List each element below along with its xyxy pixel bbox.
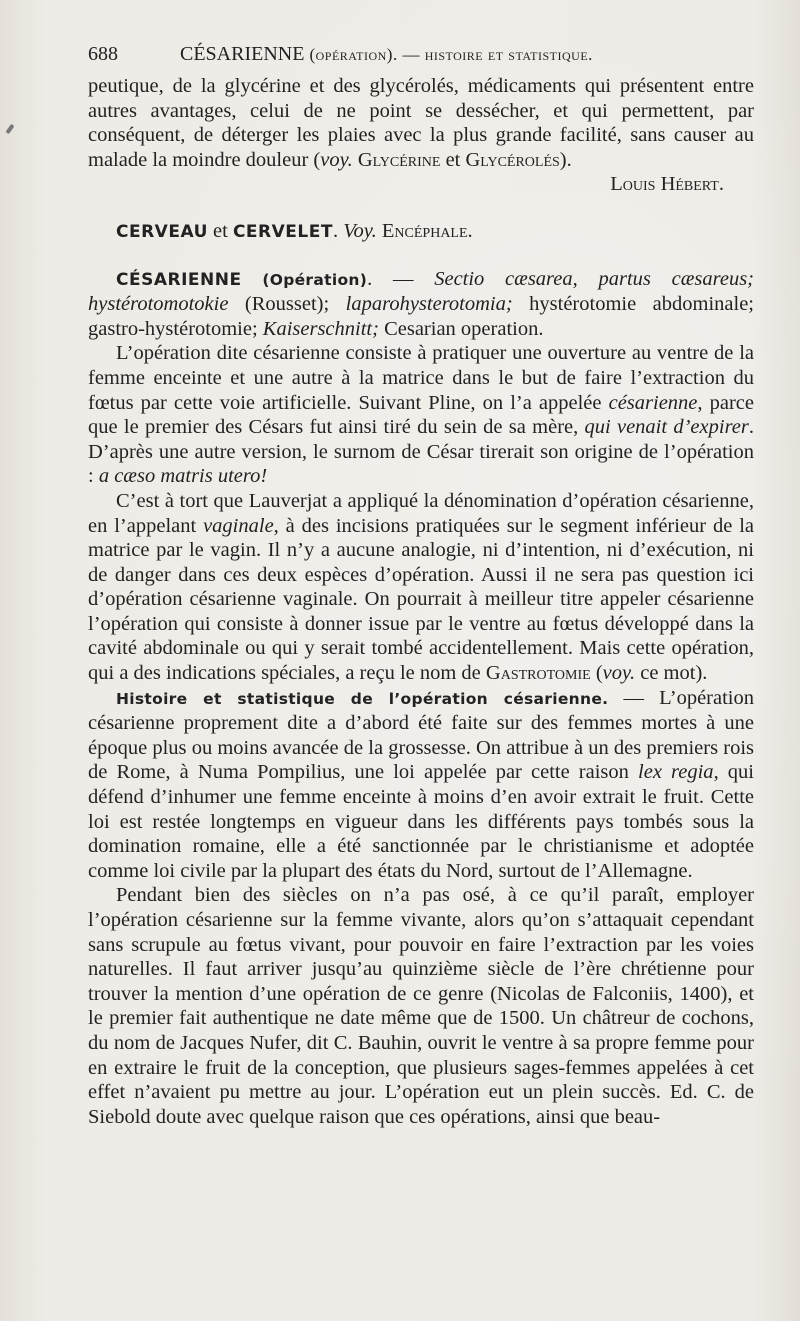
paragraph-histoire: Histoire et statistique de l’opération césarienne. — L’opération césarienne proprement dite a d’abord été faite sur des femmes mortes à une époque plus ou moins avancée de la grossesse. On attribue à un des premiers rois de Rome, à Numa Pompilius, une loi appelée par cette raison lex regia, qui défend d’inhumer une femme enceinte à moins d’en avoir extrait le fruit. Cette loi est restée longtemps en vigueur dans les différents pays tombés sous la domination romaine, elle a été sanctionnée par le christianisme et adoptée comme loi civile par la plupart des états du Nord, surtout de l’Allemagne. [88,686,755,882]
p1-ref-glycerols: Glycérolés [465,148,560,171]
header-title: CÉSARIENNE [180,43,305,65]
page-speck [5,124,14,134]
entry-cesarienne-dash: . — [367,267,435,290]
entry-cesarienne-op: (Opération) [262,270,368,289]
paragraph-glycerine [88,74,754,172]
header-subtitle: (opération). — histoire et statistique. [309,45,593,64]
entry-head-cesarienne: CÉSARIENNE [116,269,242,290]
entry-cerveau-ref: Encéphale. [381,219,473,242]
paragraph-definition: L’opération dite césarienne consiste à pratiquer une ouverture au ventre de la femme enceinte et une autre à la matrice dans le but de faire l’extraction du fœtus par cette voie artificielle. Suivant Pline, on l’a appelée césarienne, parce que le premier des Césars fut ainsi tiré du sein de sa mère, qui venait d’expirer. D’après une autre version, le surnom de César tirerait son origine de l’opération : a cæso matris utero! [88,342,754,488]
p1-et: et [440,148,466,171]
entry-cerveau-voy: Voy. [343,219,377,242]
entry-cesarienne-latin: Sectio cæsarea, partus cæsareus; hystérotomotokie [88,267,754,316]
entry-cesarienne-t2: hystérotomie abdominale; gastro-hystérotomie; [88,293,754,340]
entry-cesarienne [88,267,754,342]
running-header [88,42,768,67]
body-text [88,74,754,1129]
entry-cerveau-et: et [207,219,233,242]
author-signature: Louis Hébert. [610,173,724,196]
entry-cesarienne-t1: (Rousset); [228,293,346,316]
entry-cerveau [88,219,754,245]
paragraph-vaginale: C’est à tort que Lauverjat a appliqué la dénomination d’opération césarienne, en l’appelant vaginale, à des incisions pratiquées sur le segment inférieur de la matrice par le vagin. Il n’y a aucune analogie, ni d’intention, ni d’exécution, ni de danger dans ces deux espèces d’opération. Aussi il ne sera pas question ici d’opération césarienne vaginale. On pourrait à meilleur titre appeler césarienne l’opération qui consiste à donner issue par le ventre au fœtus développé dans la cavité abdominale ou qui y serait tombé accidentellement. Mais cette opération, qui a des indications spéciales, a reçu le nom de Gastrotomie (voy. ce mot). [88,489,755,685]
entry-head-cerveau: CERVEAU [116,221,208,242]
entry-cesarienne-german: Kaiserschnitt; [262,317,379,340]
page-number: 688 [88,43,118,65]
p1-voy: voy. [320,148,353,171]
entry-cerveau-dot: . [332,219,344,242]
p1-ref-glycerine: Glycérine [357,148,441,171]
section-head-histoire: Histoire et statistique de l’opération césarienne. [116,689,609,708]
entry-cesarienne-t3: Cesarian operation. [378,317,544,340]
p1-text: peutique, de la glycérine et des glycérolés, médicaments qui présentent entre autres avantages, celui de ne point se dessécher, et qui permettent, par conséquent, de déterger les plaies avec la plus grande facilité, sans causer au malade la moindre douleur ( [88,75,754,171]
entry-cesarienne-latin2: laparohysterotomia; [345,293,513,316]
p1-end: ). [559,148,572,171]
paragraph-siecles: Pendant bien des siècles on n’a pas osé, à ce qu’il paraît, employer l’opération césarienne sur la femme vivante, alors qu’on s’attaquait cependant sans scrupule au fœtus vivant, pour pouvoir en faire l’extraction par les voies naturelles. Il faut arriver jusqu’au quinzième siècle de l’ère chrétienne pour trouver la mention d’une opération de ce genre (Nicolas de Falconiis, 1400), et le premier fait authentique ne date même que de 1500. Un châtreur de cochons, du nom de Jacques Nufer, dit C. Bauhin, ouvrit le ventre à sa propre femme pour en extraire le fruit de la conception, que plusieurs sages-femmes appelées à cet effet n’avaient pu mettre au jour. L’opération eut un plein succès. Ed. C. de Siebold doute avec quelque raison que ces opérations, ainsi que beau- [88,884,754,1128]
entry-head-cervelet: CERVELET [232,221,333,242]
